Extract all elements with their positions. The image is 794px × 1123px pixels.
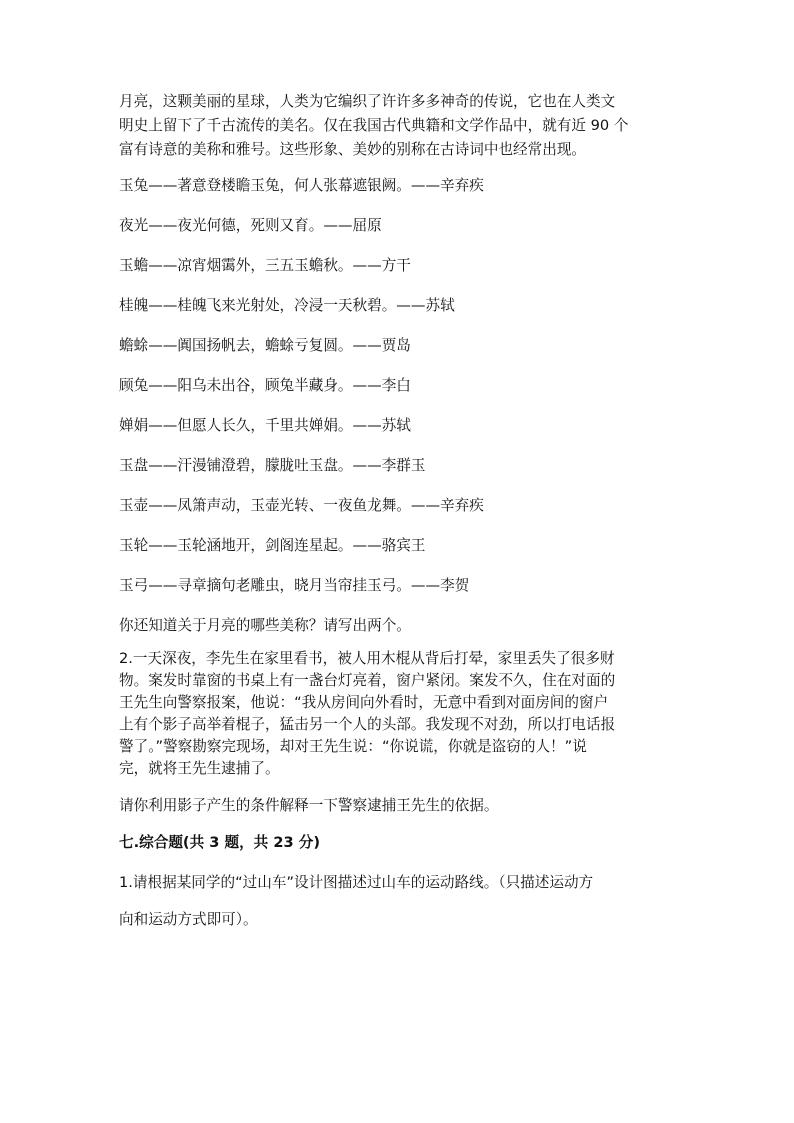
text-line: 富有诗意的美称和雅号。这些形象、美妙的别称在古诗词中也经常出现。 xyxy=(119,141,587,158)
list-item: 玉轮——玉轮涵地开，剑阁连星起。——骆宾王 xyxy=(119,537,426,554)
question-2-prompt: 请你利用影子产生的条件解释一下警察逮捕王先生的依据。 xyxy=(119,797,499,814)
text-line: 明史上留下了千古流传的美名。仅在我国古代典籍和文学作品中，就有近 90 个 xyxy=(119,117,629,134)
list-item: 桂魄——桂魄飞来光射处，冷浸一天秋碧。——苏轼 xyxy=(119,297,455,314)
text-line: 上有个影子高举着棍子，猛击另一个人的头部。我发现不对劲，所以打电话报 xyxy=(119,716,616,733)
text-line: 1.请根据某同学的“过山车”设计图描述过山车的运动路线。（只描述运动方 xyxy=(119,874,594,891)
moon-names-list xyxy=(119,174,689,654)
intro-paragraph xyxy=(119,90,689,162)
section-heading: 七.综合题(共 3 题，共 23 分) xyxy=(119,834,321,851)
question-2 xyxy=(119,648,689,780)
list-item: 婵娟——但愿人长久，千里共婵娟。——苏轼 xyxy=(119,417,411,434)
section-question-1 xyxy=(119,871,689,945)
list-item: 蟾蜍——阗国扬帆去，蟾蜍亏复圆。——贾岛 xyxy=(119,337,411,354)
list-item: 玉壶——凤箫声动，玉壶光转、一夜鱼龙舞。——辛弃疾 xyxy=(119,497,484,514)
list-item: 夜光——夜光何德，死则又育。——屈原 xyxy=(119,217,382,234)
text-line: 完，就将王先生逮捕了。 xyxy=(119,760,280,777)
text-line: 向和运动方式即可）。 xyxy=(119,911,258,928)
list-item: 玉盘——汗漫铺澄碧，朦胧吐玉盘。——李群玉 xyxy=(119,457,426,474)
list-item: 顾兔——阳乌未出谷，顾兔半藏身。——李白 xyxy=(119,377,411,394)
text-line: 警了。”警察勘察完现场，却对王先生说：“你说谎，你就是盗窃的人！”说 xyxy=(119,738,587,755)
text-line: 王先生向警察报案，他说：“我从房间向外看时，无意中看到对面房间的窗户 xyxy=(119,694,609,711)
text-line: 月亮，这颗美丽的星球，人类为它编织了许许多多神奇的传说，它也在人类文 xyxy=(119,93,616,110)
text-line: 物。案发时靠窗的书桌上有一盏台灯亮着，窗户紧闭。案发不久，住在对面的 xyxy=(119,672,616,689)
list-item: 玉弓——寻章摘句老雕虫，晓月当帘挂玉弓。——李贺 xyxy=(119,577,470,594)
list-item: 玉兔——著意登楼瞻玉兔，何人张幕遮银阙。——辛弃疾 xyxy=(119,177,484,194)
list-item: 玉蟾——凉宵烟霭外，三五玉蟾秋。——方干 xyxy=(119,257,411,274)
question-prompt: 你还知道关于月亮的哪些美称？请写出两个。 xyxy=(119,617,411,634)
text-line: 2.一天深夜，李先生在家里看书，被人用木棍从背后打晕，家里丢失了很多财 xyxy=(119,650,615,667)
